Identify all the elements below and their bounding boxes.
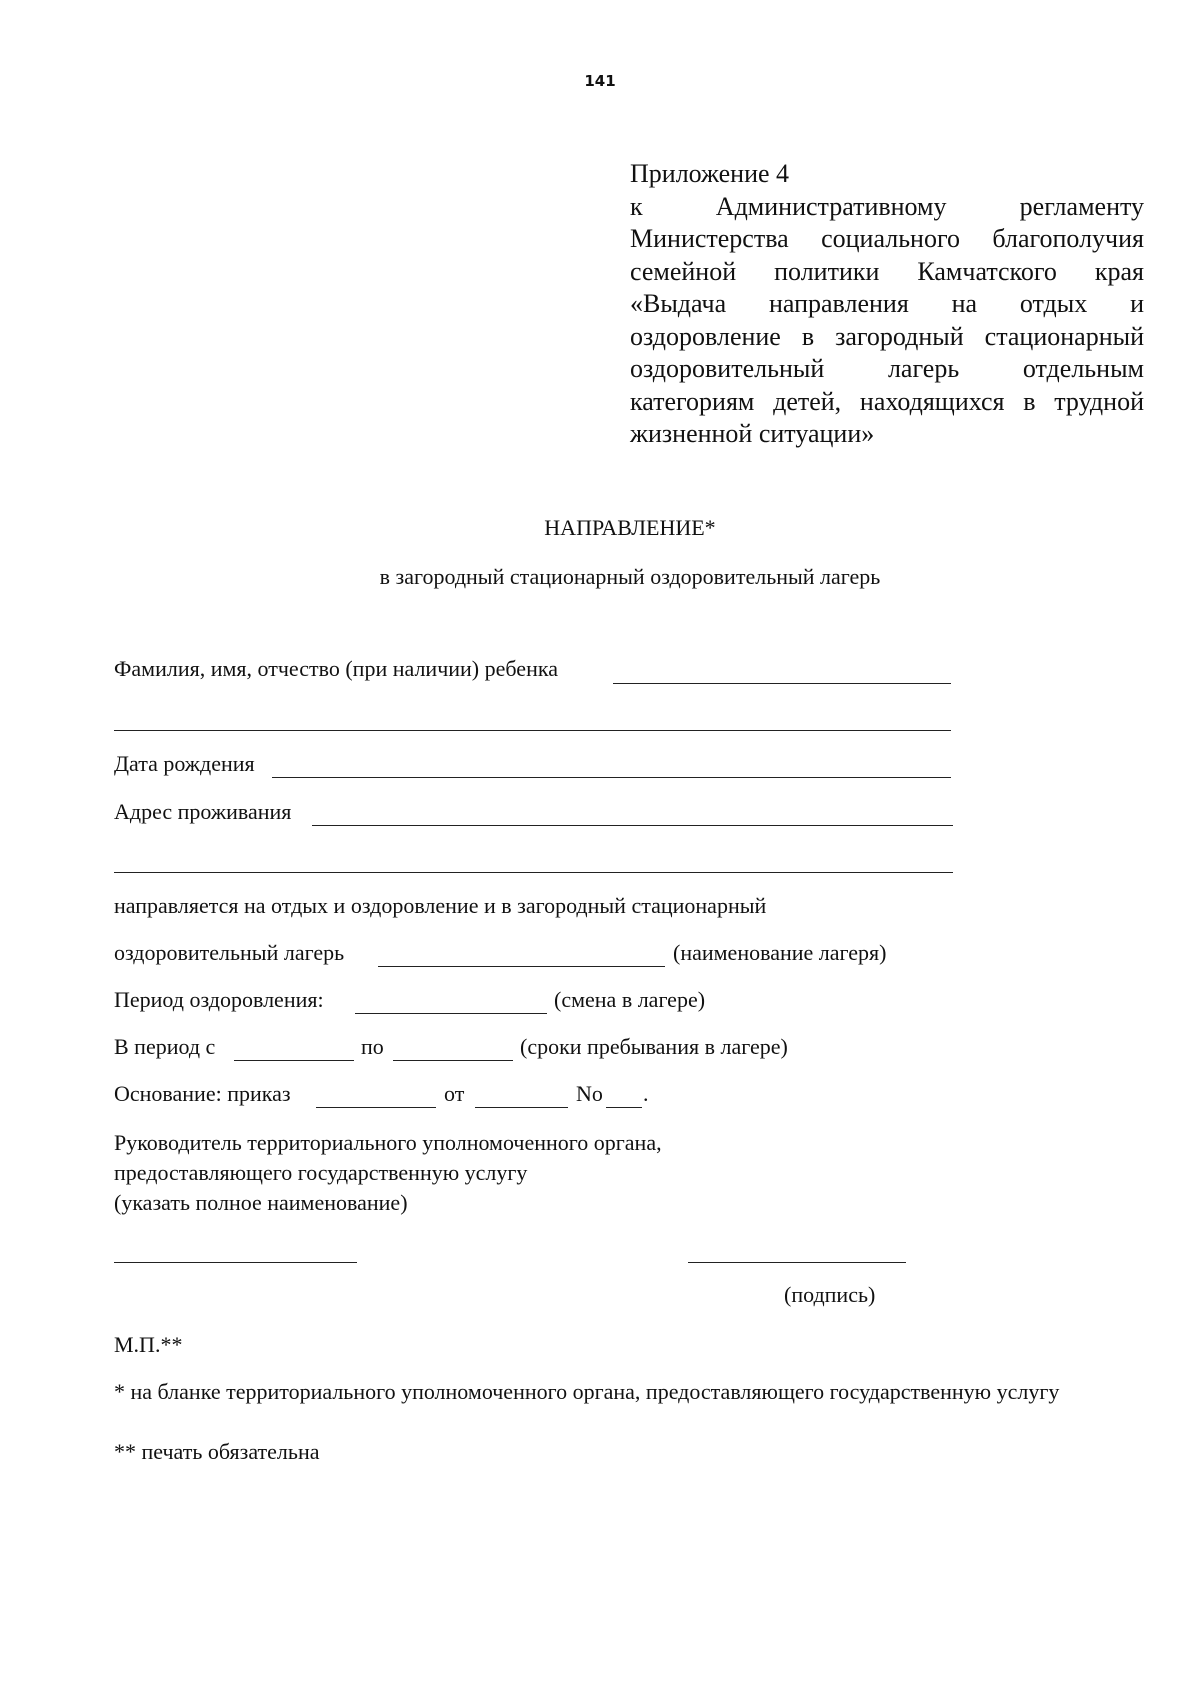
- address-label: Адрес проживания: [114, 799, 292, 824]
- camp-hint: (наименование лагеря): [673, 940, 887, 965]
- period-label: Период оздоровления:: [114, 987, 324, 1012]
- document-title: НАПРАВЛЕНИЕ*: [544, 515, 716, 540]
- basis-number-label: No: [576, 1081, 603, 1106]
- camp-line[interactable]: [378, 966, 665, 967]
- signature-hint: (подпись): [784, 1282, 876, 1307]
- head-line-2: предоставляющего государственную услугу: [114, 1160, 528, 1185]
- child-name-line[interactable]: [613, 683, 951, 684]
- address-line[interactable]: [312, 825, 953, 826]
- footnote-2: ** печать обязательна: [114, 1439, 320, 1464]
- basis-date-line[interactable]: [475, 1107, 568, 1108]
- child-name-line-2[interactable]: [114, 730, 951, 731]
- head-line-1: Руководитель территориального уполномоченного органа,: [114, 1130, 662, 1155]
- head-name-line[interactable]: [114, 1262, 357, 1263]
- dates-to-line[interactable]: [393, 1060, 513, 1061]
- basis-from-label: от: [444, 1081, 465, 1106]
- head-line-3: (указать полное наименование): [114, 1190, 408, 1215]
- document-subtitle: в загородный стационарный оздоровительный лагерь: [379, 564, 881, 589]
- dates-hint: (сроки пребывания в лагере): [520, 1034, 788, 1059]
- birth-date-line[interactable]: [272, 777, 951, 778]
- stamp-label: М.П.**: [114, 1332, 183, 1357]
- dates-from-label: В период с: [114, 1034, 216, 1059]
- basis-number-line[interactable]: [606, 1107, 642, 1108]
- period-line[interactable]: [355, 1013, 547, 1014]
- footnote-1: * на бланке территориального уполномоченного органа, предоставляющего государственную услугу: [114, 1379, 1060, 1404]
- appendix-title: Приложение 4: [630, 159, 790, 188]
- address-line-2[interactable]: [114, 872, 953, 873]
- appendix-block: [630, 158, 1144, 451]
- appendix-text: к Административному регламенту Министерства социального благополучия семейной политики Камчатского края «Выдача направления на отдых и оздоровление в загородный стационарный оздоровительный лагерь отдельным категориям детей, находящихся в трудной жизненной ситуации»: [630, 191, 1144, 448]
- camp-label: оздоровительный лагерь: [114, 940, 345, 965]
- dates-from-line[interactable]: [234, 1060, 354, 1061]
- basis-end: .: [643, 1081, 649, 1106]
- birth-date-label: Дата рождения: [114, 751, 255, 776]
- child-name-label: Фамилия, имя, отчество (при наличии) ребенка: [114, 656, 558, 681]
- dates-to-label: по: [361, 1034, 384, 1059]
- page-number: 141: [584, 72, 616, 90]
- period-hint: (смена в лагере): [554, 987, 706, 1012]
- signature-line[interactable]: [688, 1262, 906, 1263]
- directed-text: направляется на отдых и оздоровление и в загородный стационарный: [114, 893, 767, 918]
- basis-label: Основание: приказ: [114, 1081, 291, 1106]
- basis-order-line[interactable]: [316, 1107, 436, 1108]
